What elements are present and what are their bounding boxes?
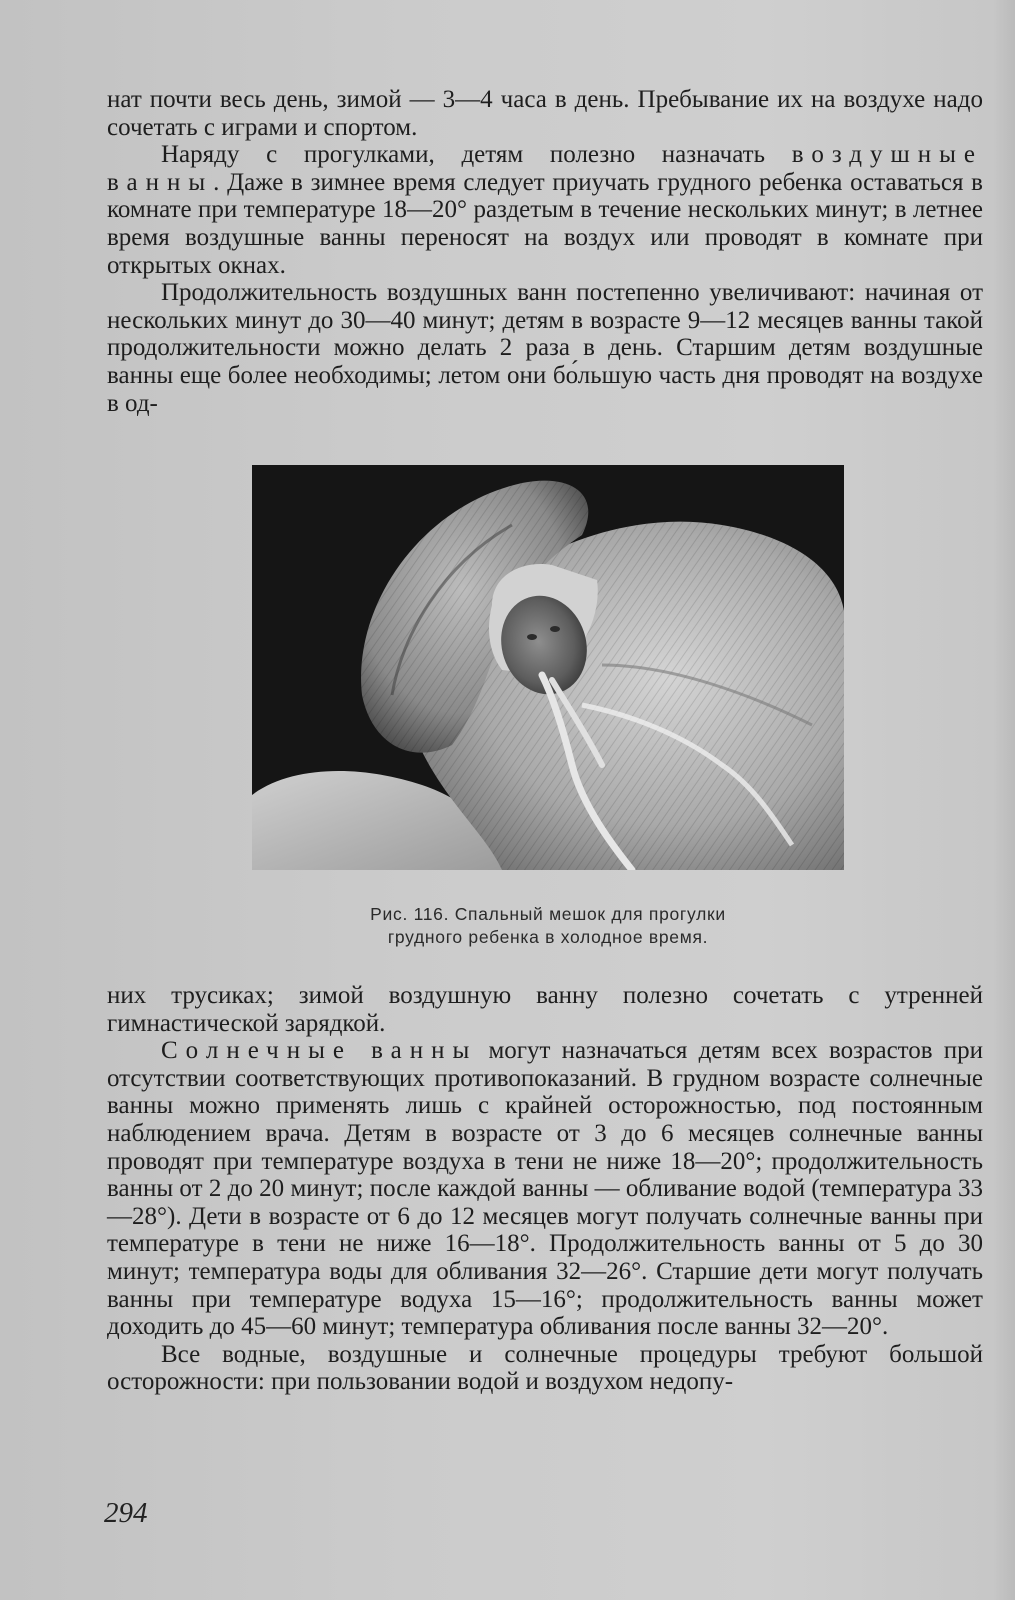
baby-eye-right <box>550 626 560 632</box>
page-number: 294 <box>104 1497 148 1529</box>
paragraph-text: Наряду с прогулками, детям полезно назначать <box>161 141 792 169</box>
photo-illustration <box>252 465 844 870</box>
figure-sleeping-bag-photo <box>252 465 844 870</box>
paragraph-sun-baths <box>107 1037 983 1341</box>
paragraph-continuation-2: них трусиках; зимой воздушную ванну полезно сочетать с утренней гимнастической зарядкой. <box>107 982 983 1037</box>
paragraph-continuation: нат почти весь день, зимой — 3—4 часа в день. Пребывание их на воздухе надо сочетать с играми и спортом. <box>107 86 983 141</box>
figure-caption <box>200 903 896 949</box>
caption-line-1: Рис. 116. Спальный мешок для прогулки <box>370 904 726 924</box>
spaced-term-sun-baths: Солнечные ванны <box>161 1037 478 1065</box>
baby-eye-left <box>527 634 537 640</box>
paragraph-text: . Даже в зимнее время следует приучать грудного ребенка оставаться в комнате при температуре 18—20° раздетым в течение нескольких минут; в летнее время воздушные ванны переносят на воздух или проводят в комнате при открытых окнах. <box>107 168 983 279</box>
text-block-bottom <box>107 982 983 1396</box>
caption-line-2: грудного ребенка в холодное время. <box>387 927 709 947</box>
spaced-term-air-baths: воздушные ванны <box>107 141 983 196</box>
paragraph-duration: Продолжительность воздушных ванн постепенно увеличивают: начиная от нескольких минут до 30—40 минут; детям в возрасте 9—12 месяцев ванны такой продолжительности можно делать 2 раза в день. Старшим детям воздушные ванны еще более необходимы; летом они бо́льшую часть дня проводят на воздухе в од- <box>107 279 983 417</box>
paragraph-precautions: Все водные, воздушные и солнечные процедуры требуют большой осторожности: при пользовании водой и воздухом недопу- <box>107 1340 983 1396</box>
paragraph-air-baths <box>107 141 983 279</box>
text-block-top <box>107 86 983 417</box>
page-edge-shadow <box>993 0 1015 1600</box>
paragraph-text: могут назначаться детям всех возрастов при отсутствии соответствующих противопоказаний. В грудном возрасте солнечные ванны можно применять лишь с крайней осторожностью, под постоянным наблюдением врача. Детям в возрасте от 3 до 6 месяцев солнечные ванны проводят при температуре воздуха в тени не ниже 18—20°; продолжительность ванны от 2 до 20 минут; после каждой ванны — обливание водой (температура 33—28°). Дети в возрасте от 6 до 12 месяцев могут получать солнечные ванны при температуре в тени не ниже 16—18°. Продолжительность ванны от 5 до 30 минут; температура воды для обливания 32—26°. Старшие дети могут получать ванны при температуре водуха 15—16°; продолжительность ванны может доходить до 45—60 минут; температура обливания после ванны 32—20°. <box>107 1037 983 1341</box>
